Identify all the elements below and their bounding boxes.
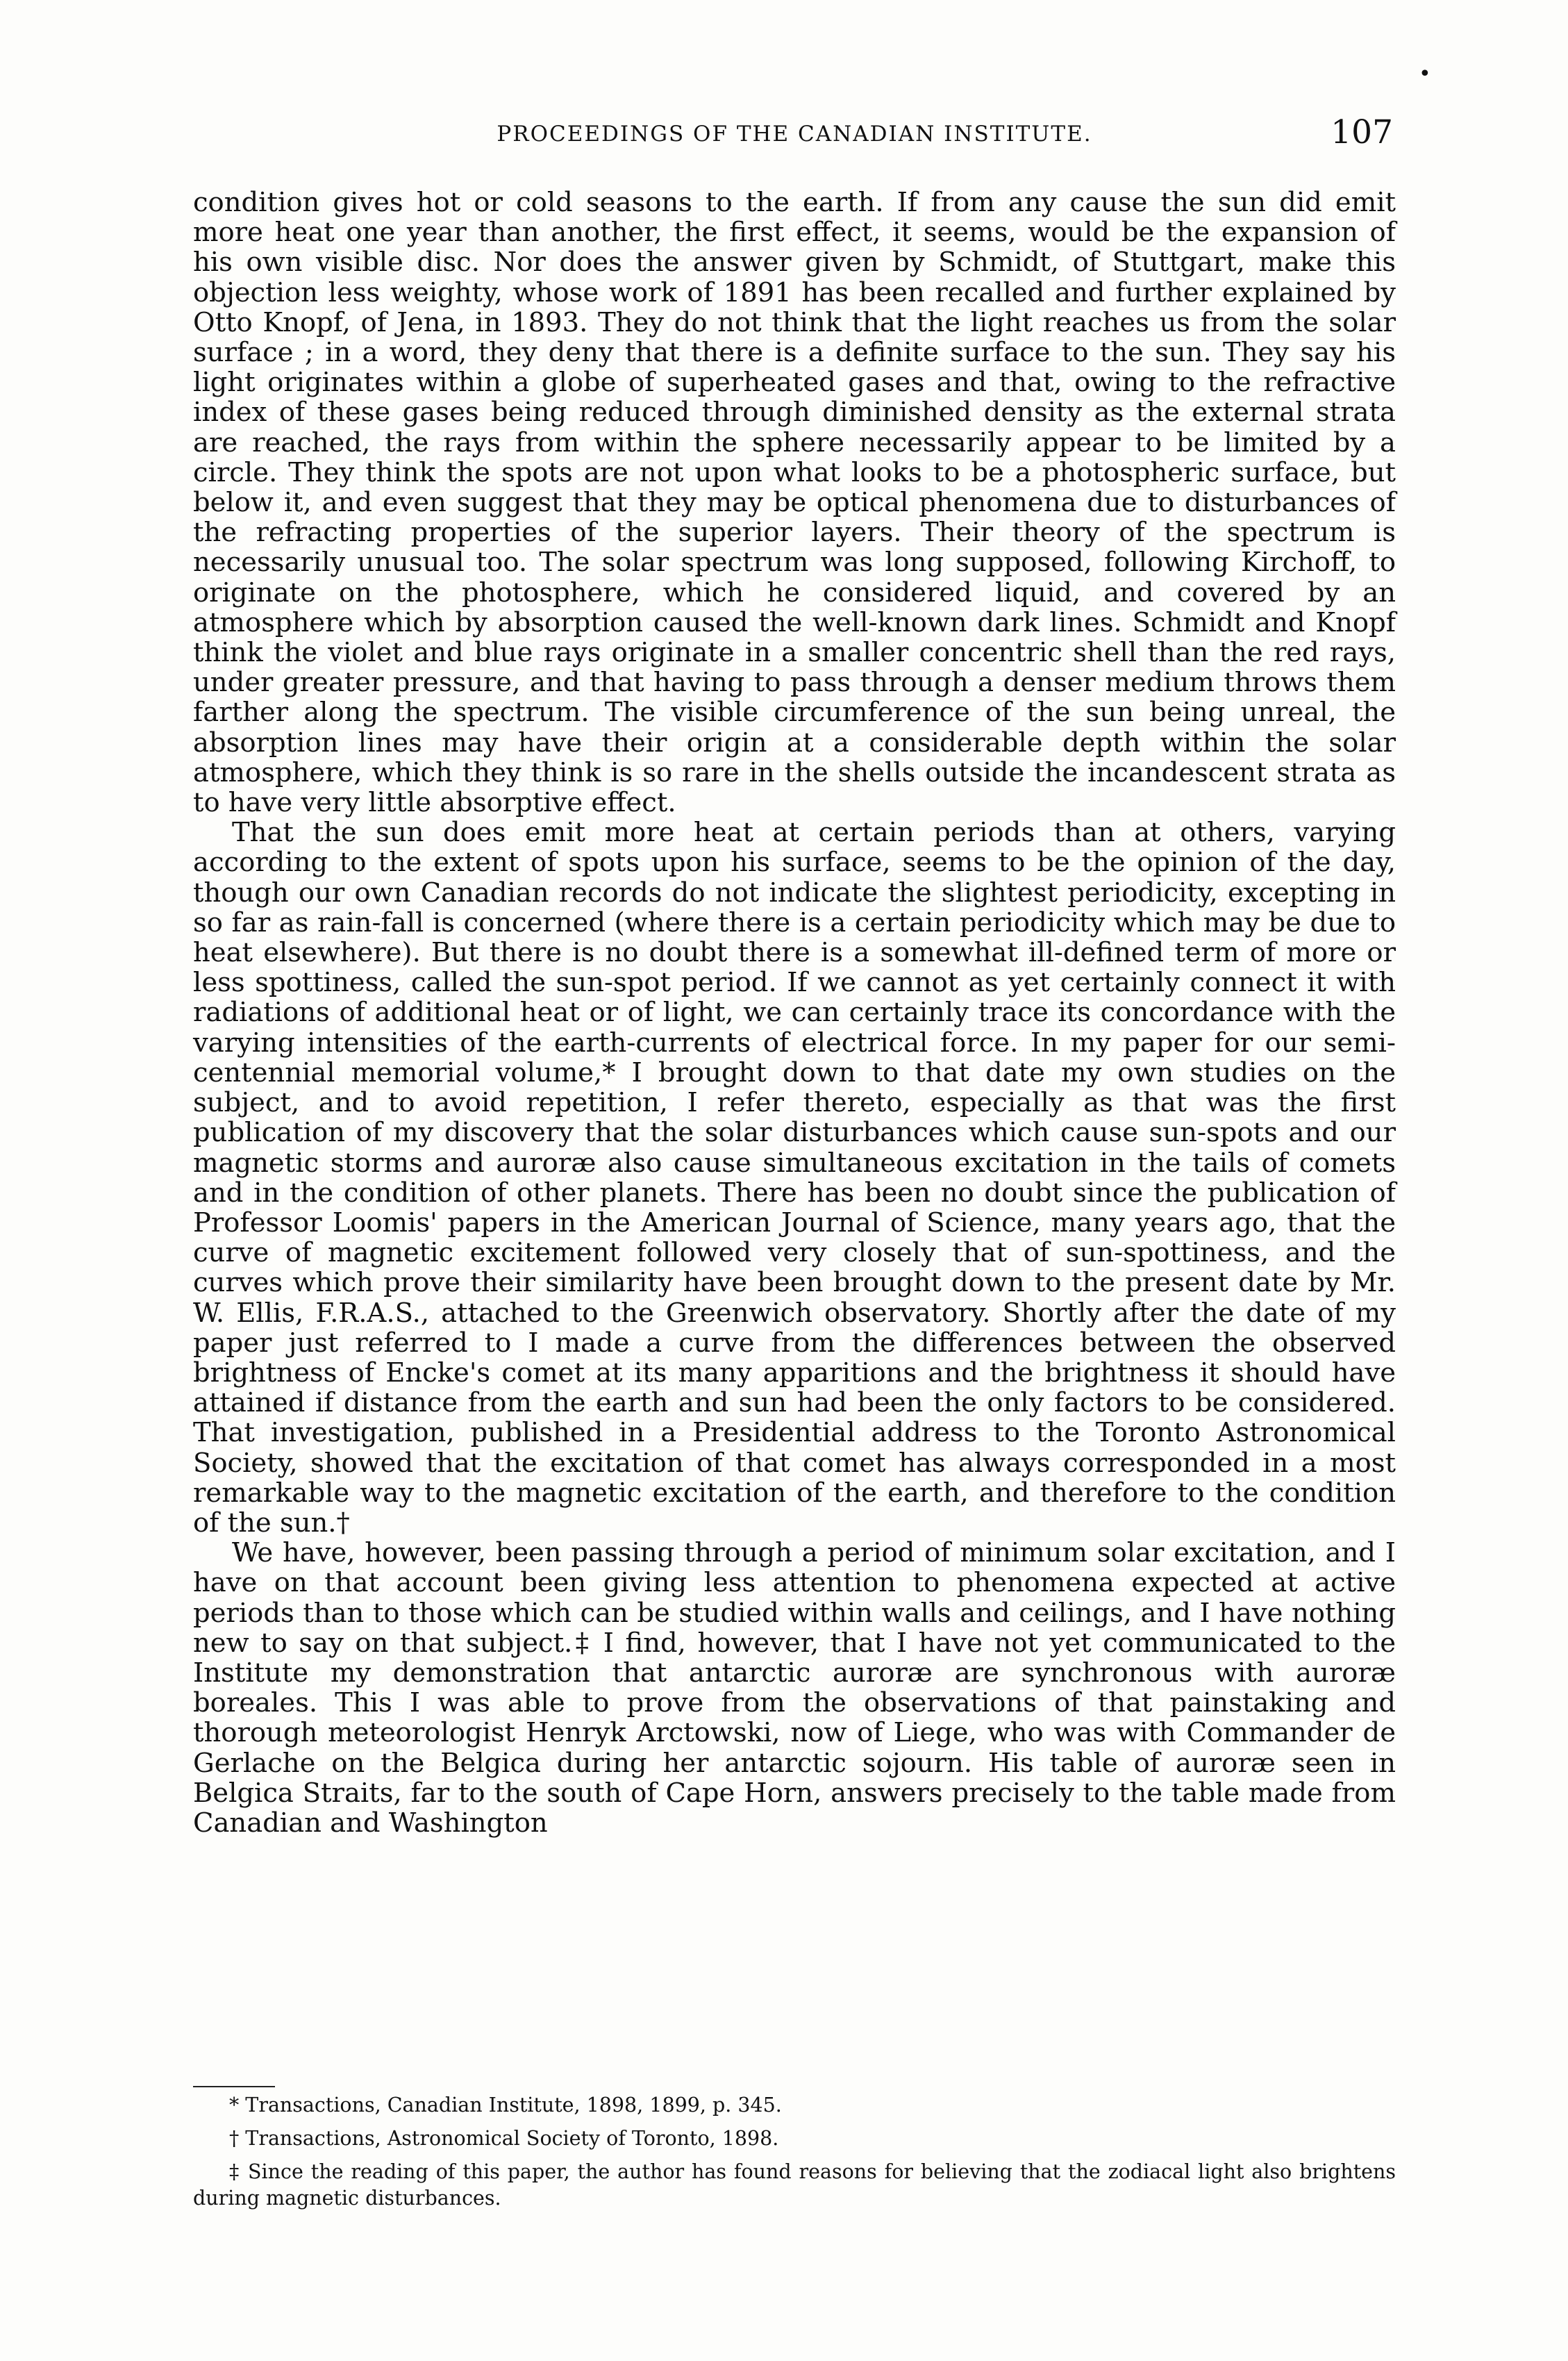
footnote-1: * Transactions, Canadian Institute, 1898, 1899, p. 345. [229, 2094, 782, 2116]
corner-mark: • [1419, 62, 1431, 86]
footnote-rule [193, 2086, 275, 2087]
body-text [193, 188, 1396, 1838]
footnote-3: ‡ Since the reading of this paper, the author has found reasons for believing that the zodiacal light also brightens during magnetic disturbances. [193, 2160, 1396, 2210]
paragraph-1: condition gives hot or cold seasons to the earth. If from any cause the sun did emit more heat one year than another, the first effect, it seems, would be the expansion of his own visible disc. Nor does the answer given by Schmidt, of Stuttgart, make this objection less weighty, whose work of 1891 has been recalled and further explained by Otto Knopf, of Jena, in 1893. They do not think that the light reaches us from the solar surface ; in a word, they deny that there is a definite surface to the sun. They say his light originates within a globe of superheated gases and that, owing to the refractive index of these gases being reduced through diminished density as the external strata are reached, the rays from within the sphere necessarily appear to be limited by a circle. They think the spots are not upon what looks to be a photospheric surface, but below it, and even suggest that they may be optical phenomena due to disturbances of the refracting properties of the superior layers. Their theory of the spectrum is necessarily unusual too. The solar spectrum was long supposed, following Kirchoff, to originate on the photosphere, which he considered liquid, and covered by an atmosphere which by absorption caused the well-known dark lines. Schmidt and Knopf think the violet and blue rays originate in a smaller concentric shell than the red rays, under greater pressure, and that having to pass through a denser medium throws them farther along the spectrum. The visible circumference of the sun being unreal, the absorption lines may have their origin at a considerable depth within the solar atmosphere, which they think is so rare in the shells outside the incandescent strata as to have very little absorptive effect. [193, 187, 1396, 819]
page-number: 107 [1331, 113, 1393, 151]
paragraph-2: That the sun does emit more heat at certain periods than at others, varying according to the extent of spots upon his surface, seems to be the opinion of the day, though our own Canadian records do not indicate the slightest periodicity, excepting in so far as rain-fall is concerned (where there is a certain periodicity which may be due to heat elsewhere). But there is no doubt there is a somewhat ill-defined term of more or less spottiness, called the sun-spot period. If we cannot as yet certainly connect it with radiations of additional heat or of light, we can certainly trace its concordance with the varying intensities of the earth-currents of electrical force. In my paper for our semi-centennial memorial volume,* I brought down to that date my own studies on the subject, and to avoid repetition, I refer thereto, especially as that was the first publication of my discovery that the solar disturbances which cause sun-spots and our magnetic storms and auroræ also cause simultaneous excitation in the tails of comets and in the condition of other planets. There has been no doubt since the publication of Professor Loomis' papers in the American Journal of Science, many years ago, that the curve of magnetic excitement followed very closely that of sun-spottiness, and the curves which prove their similarity have been brought down to the present date by Mr. W. Ellis, F.R.A.S., attached to the Greenwich observatory. Shortly after the date of my paper just referred to I made a curve from the differences between the observed brightness of Encke's comet at its many apparitions and the brightness it should have attained if distance from the earth and sun had been the only factors to be considered. That investigation, published in a Presidential address to the Toronto Astronomical Society, showed that the excitation of that comet has always corresponded in a most remarkable way to the magnetic excitation of the earth, and therefore to the condition of the sun.† [193, 817, 1396, 1539]
paragraph-3: We have, however, been passing through a period of minimum solar excitation, and I have on that account been giving less attention to phenomena expected at active periods than to those which can be studied within walls and ceilings, and I have nothing new to say on that subject.‡ I find, however, that I have not yet communicated to the Institute my demonstration that antarctic auroræ are synchronous with auroræ boreales. This I was able to prove from the observations of that painstaking and thorough meteorologist Henryk Arctowski, now of Liege, who was with Commander de Gerlache on the Belgica during her antarctic sojourn. His table of auroræ seen in Belgica Straits, far to the south of Cape Horn, answers precisely to the table made from Canadian and Washington [193, 1537, 1396, 1839]
footnote-2: † Transactions, Astronomical Society of Toronto, 1898. [229, 2127, 779, 2150]
running-title: PROCEEDINGS OF THE CANADIAN INSTITUTE. [497, 122, 1092, 147]
footnotes [193, 2092, 1396, 2219]
running-header [193, 115, 1396, 156]
